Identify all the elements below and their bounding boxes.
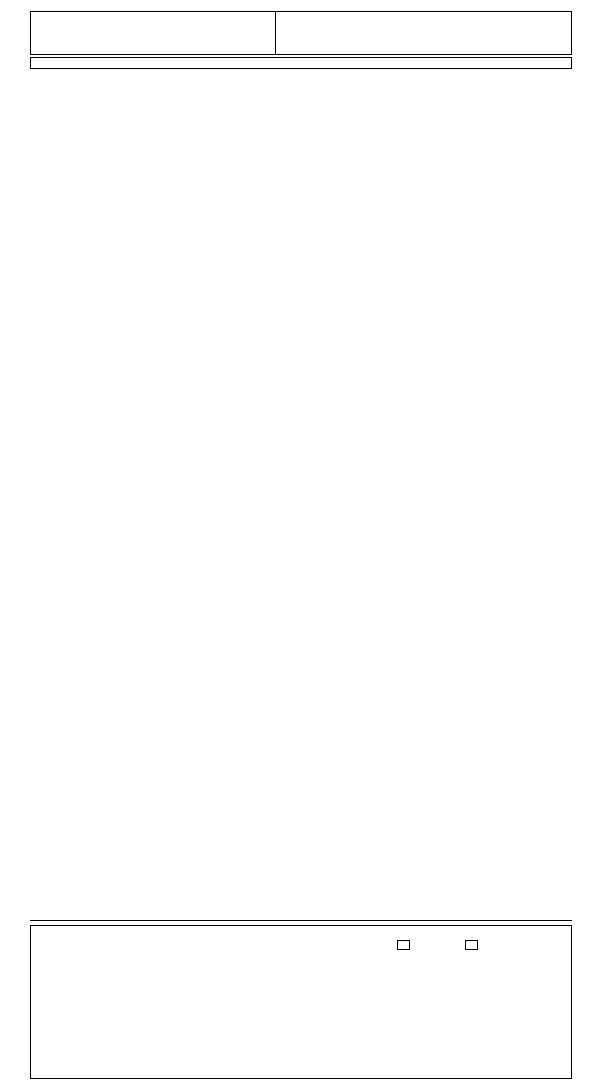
section-bc-frame <box>30 925 572 1079</box>
pkp-no-checkbox[interactable] <box>465 940 478 950</box>
header-frame <box>30 11 572 55</box>
header-divider <box>275 11 276 55</box>
title-bar <box>30 57 572 69</box>
section-a-bottom-rule <box>30 920 572 921</box>
pkp-yes-checkbox[interactable] <box>397 940 410 950</box>
